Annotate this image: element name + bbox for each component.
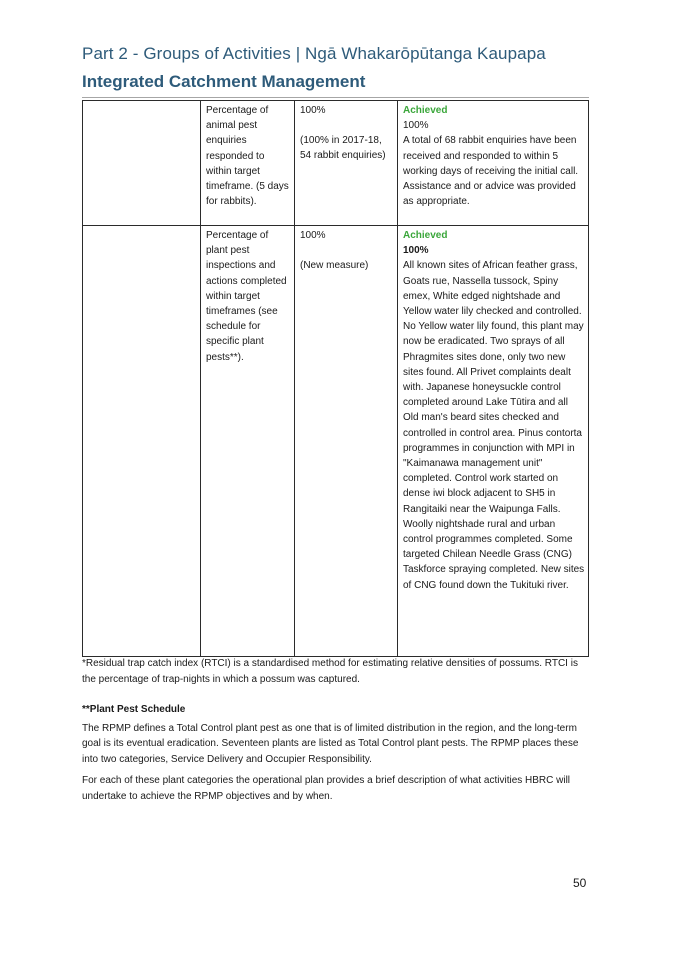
- measure-cell: Percentage of animal pest enquiries responded to within target timeframe. (5 days for rabbits).: [201, 101, 295, 226]
- empty-cell: [83, 101, 201, 226]
- schedule-paragraph-1: The RPMP defines a Total Control plant pest as one that is of limited distribution in the region, and the long-term goal is its eventual eradication. Seventeen plants are listed as Total Control plant pests. The RPMP places these into two categories, Service Delivery and Occupier Responsibility.: [82, 722, 579, 765]
- title-divider: [82, 97, 589, 98]
- table-row-animal-pest: [83, 101, 589, 226]
- target-cell: [295, 226, 398, 657]
- page-number: 50: [573, 876, 587, 890]
- result-value: 100%: [403, 245, 429, 257]
- target-value: 100%: [300, 105, 326, 116]
- rtci-footnote: *Residual trap catch index (RTCI) is a standardised method for estimating relative densities of possums. RTCI is the percentage of trap-nights in which a possum was captured.: [82, 658, 578, 685]
- notes-section: [82, 656, 592, 804]
- result-value: 100%: [403, 120, 429, 132]
- status-badge: Achieved: [403, 105, 448, 116]
- section-title: Integrated Catchment Management: [82, 72, 366, 91]
- empty-cell: [83, 226, 201, 657]
- result-comment: A total of 68 rabbit enquiries have been received and responded to within 5 working days of receiving the initial call. Assistance and or advice was provided as appropriate.: [403, 135, 579, 208]
- table-row-plant-pest: [83, 226, 589, 657]
- target-cell: [295, 101, 398, 226]
- target-note: (New measure): [300, 260, 369, 272]
- target-note: (100% in 2017-18, 54 rabbit enquiries): [300, 135, 386, 162]
- part-title: Part 2 - Groups of Activities | Ngā Whakarōpūtanga Kaupapa: [82, 44, 546, 63]
- result-cell: [398, 101, 589, 226]
- measure-cell: Percentage of plant pest inspections and actions completed within target timeframes (see schedule for specific plant pests**).: [201, 226, 295, 657]
- result-comment: All known sites of African feather grass, Goats rue, Nassella tussock, Spiny emex, White edged nightshade and Yellow water lily checked and controlled. No Yellow water lily found, this plant may now be eradicated. Two sprays of all Phragmites sites done, only two new sites found. All Privet complaints dealt with. Japanese honeysuckle control completed around Lake Tūtira and all Old man's beard sites checked and controlled in control area. Pinus contorta programmes in conjunction with MPI in "Kaimanawa management unit" completed. Control work started on dense iwi block adjacent to SH5 in Rangitaiki near the Waipunga Falls. Woolly nightshade rural and urban control programmes completed. Some targeted Chilean Needle Grass (CNG) Taskforce spraying completed. New sites of CNG found down the Tukituki river.: [403, 260, 585, 591]
- performance-table: [82, 100, 589, 657]
- schedule-paragraph-2: For each of these plant categories the operational plan provides a brief description of what activities HBRC will undertake to achieve the RPMP objectives and by when.: [82, 775, 571, 802]
- schedule-heading: **Plant Pest Schedule: [82, 704, 186, 715]
- status-badge: Achieved: [403, 230, 448, 241]
- result-cell: [398, 226, 589, 657]
- target-value: 100%: [300, 230, 326, 241]
